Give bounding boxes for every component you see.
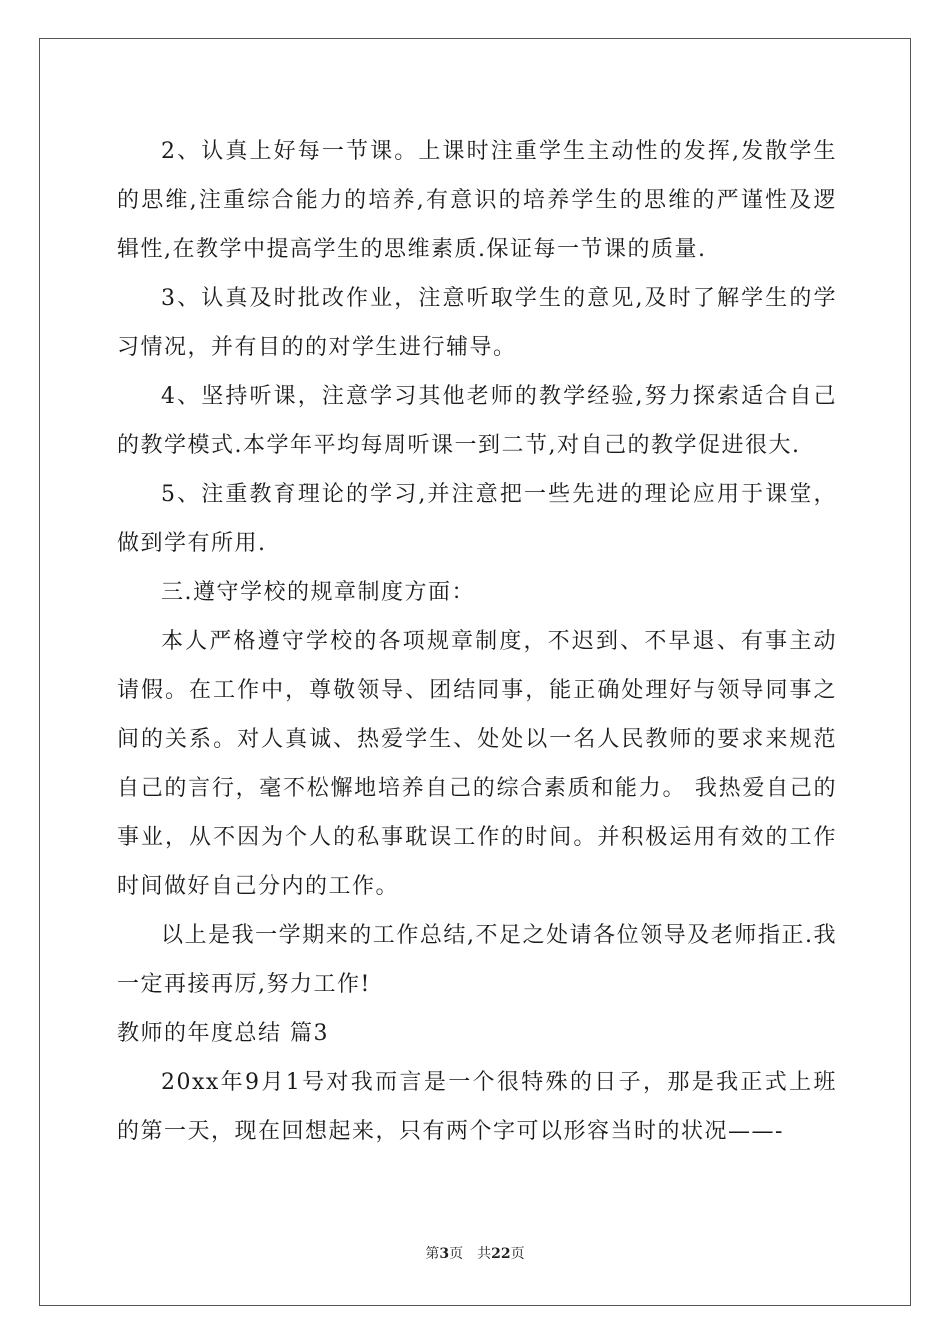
section-heading-rules: 三.遵守学校的规章制度方面：: [161, 580, 475, 605]
paragraph-discipline: 本人严格遵守学校的各项规章制度，不迟到、不早退、有事主动请假。在工作中，尊敬领导、团结同事，能正确处理好与领导同事之间的关系。对人真诚、热爱学生、处处以一名人民教师的要求来规范自己的言行，毫不松懈地培养自己的综合素质和能力。 我热爱自己的事业，从不因为个人的私事耽误工作的时间。并积极运用有效的工作时间做好自己分内的工作。: [117, 629, 837, 899]
section-paragraph-1: 20xx年9月1号对我而言是一个很特殊的日子，那是我正式上班的第一天，现在回想起来，只有两个字可以形容当时的状况——-: [117, 1070, 837, 1144]
footer-total-number: 22: [491, 1246, 511, 1262]
paragraph-conclusion: 以上是我一学期来的工作总结,不足之处请各位领导及老师指正.我一定再接再厉,努力工作!: [117, 923, 837, 997]
paragraph-item-3: 3、认真及时批改作业，注意听取学生的意见,及时了解学生的学习情况，并有目的的对学生进行辅导。: [117, 286, 837, 360]
footer-page-number: 3: [439, 1246, 450, 1262]
paragraph-item-4: 4、坚持听课，注意学习其他老师的教学经验,努力探索适合自己的教学模式.本学年平均每周听课一到二节,对自己的教学促进很大.: [117, 384, 837, 458]
paragraph-item-5: 5、注重教育理论的学习,并注意把一些先进的理论应用于课堂，做到学有所用.: [117, 482, 837, 556]
footer-page-prefix: 第: [425, 1246, 440, 1262]
footer-total-suffix: 页: [510, 1246, 525, 1262]
paragraph-item-2: 2、认真上好每一节课。上课时注重学生主动性的发挥,发散学生的思维,注重综合能力的培养,有意识的培养学生的思维的严谨性及逻辑性,在教学中提高学生的思维素质.保证每一节课的质量.: [117, 139, 837, 262]
document-body: [117, 127, 837, 1156]
section-title: 教师的年度总结 篇3: [117, 1021, 329, 1046]
page-footer: [0, 1243, 950, 1263]
footer-total-prefix: 共: [477, 1246, 492, 1262]
footer-page-suffix: 页: [449, 1246, 464, 1262]
